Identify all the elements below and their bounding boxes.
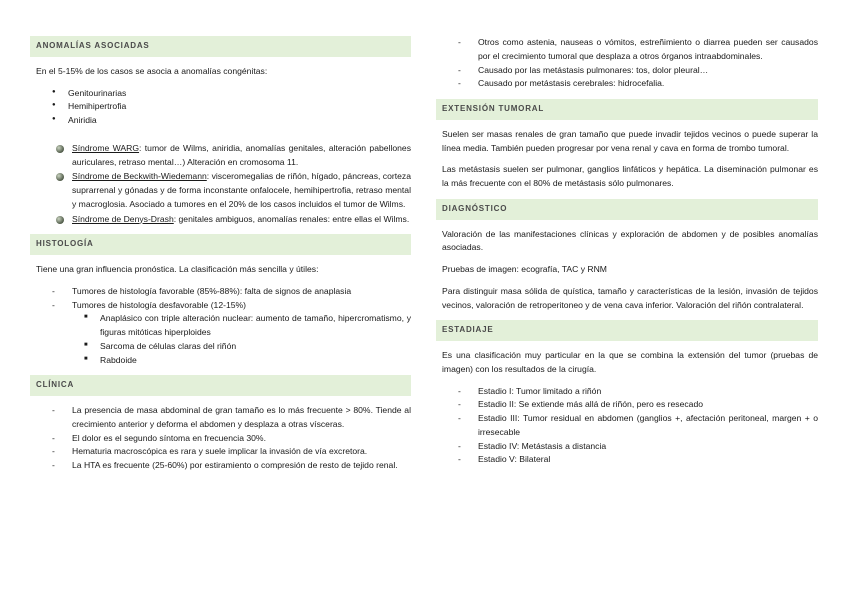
list-item: - Estadio II: Se extiende más allá de riñón, pero es resecado	[436, 398, 818, 412]
syndrome-name: Síndrome de Denys-Drash	[72, 213, 174, 224]
section-heading-diagnostico: DIAGNÓSTICO	[436, 199, 818, 220]
section-heading-histologia: HISTOLOGÍA	[30, 234, 411, 255]
syndrome-text: : genitales ambiguos, anomalías renales: entre ellas el Wilms.	[173, 213, 410, 224]
list-item: - Causado por las metástasis pulmonares: tos, dolor pleural…	[436, 64, 818, 78]
left-column	[30, 36, 411, 481]
list-item: - El dolor es el segundo síntoma en frecuencia 30%.	[30, 432, 411, 446]
histologia-list	[30, 285, 411, 313]
syndrome-name: Síndrome de Beckwith-Wiedemann	[72, 171, 207, 182]
clinica-list	[30, 404, 411, 473]
list-item: - La presencia de masa abdominal de gran tamaño es lo más frecuente > 80%. Tiende al crecimiento anterior y deforma el abdomen y desplaza a otras vísceras.	[30, 404, 411, 432]
list-item: ● Hemihipertrofia	[30, 100, 411, 114]
list-item: - Tumores de histología desfavorable (12-15%)	[30, 299, 411, 313]
list-item: ● Genitourinarias	[30, 87, 411, 101]
list-item: ■ Rabdoide	[30, 354, 411, 368]
diagnostico-paragraph-2: Pruebas de imagen: ecografía, TAC y RNM	[442, 264, 607, 275]
right-column	[436, 36, 818, 475]
section-heading-estadiaje: ESTADIAJE	[436, 320, 818, 341]
syndrome-text: : visceromegalias de riñón, hígado, páncreas, corteza suprarrenal y gónadas y de forma inconstante onfalocele, hemihipertrofia, retraso mental y macroglosia. Asociado a tumores en el 20% de los casos incluidos el tumor de Wilms.	[72, 171, 411, 209]
anomalias-intro: En el 5-15% de los casos se asocia a anomalías congénitas:	[36, 65, 268, 76]
section-heading-anomalias: ANOMALÍAS ASOCIADAS	[30, 36, 411, 57]
list-item: ■ Sarcoma de células claras del riñón	[30, 340, 411, 354]
list-item: - La HTA es frecuente (25-60%) por estiramiento o compresión de resto de tejido renal.	[30, 459, 411, 473]
list-item: - Estadio IV: Metástasis a distancia	[436, 440, 818, 454]
section-heading-extension: EXTENSIÓN TUMORAL	[436, 99, 818, 120]
syndrome-name: Síndrome WARG	[72, 142, 140, 153]
diagnostico-paragraph-1: Valoración de las manifestaciones clínicas y exploración de abdomen y de posibles anomalías asociadas.	[442, 228, 818, 253]
extension-paragraph-1: Suelen ser masas renales de gran tamaño que puede invadir tejidos vecinos o puede superar la línea media. También pueden progresar por vena renal y cava en forma de trombo tumoral.	[442, 128, 818, 153]
list-item: - Hematuria macroscópica es rara y suele implicar la invasión de vía excretora.	[30, 445, 411, 459]
list-item: - Tumores de histología favorable (85%-88%): falta de signos de anaplasia	[30, 285, 411, 299]
list-item: - Estadio V: Bilateral	[436, 453, 818, 467]
list-item: - Estadio III: Tumor residual en abdomen (ganglios +, afectación peritoneal, margen + o irresecable	[436, 412, 818, 440]
list-item: - Estadio I: Tumor limitado a riñón	[436, 385, 818, 399]
list-item: ■ Anaplásico con triple alteración nuclear: aumento de tamaño, hipercromatismo, y figuras mitóticas hiperploides	[30, 312, 411, 340]
anomalias-list	[30, 87, 411, 128]
diagnostico-paragraph-3: Para distinguir masa sólida de quística, tamaño y características de la lesión, invasión de tejidos vecinos, valoración de retroperitoneo y de vena cava inferior. Valoración del riñón contralateral.	[442, 285, 818, 310]
extension-paragraph-2: Las metástasis suelen ser pulmonar, ganglios linfáticos y hepática. La diseminación pulmonar es la más frecuente con el 80% de metástasis sólo pulmonares.	[442, 164, 818, 189]
estadiaje-intro: Es una clasificación muy particular en la que se combina la extensión del tumor (pruebas de imagen) con los resultados de la cirugía.	[442, 350, 818, 374]
syndrome-item	[30, 170, 411, 211]
histologia-intro: Tiene una gran influencia pronóstica. La clasificación más sencilla y útiles:	[36, 264, 319, 275]
list-item: - Otros como astenia, nauseas o vómitos, estreñimiento o diarrea pueden ser causados por el crecimiento tumoral que desplaza a otros órganos intraabdominales.	[436, 36, 818, 64]
histologia-sublist	[30, 312, 411, 367]
list-item: ● Aniridia	[30, 114, 411, 128]
estadiaje-list	[436, 385, 818, 468]
syndrome-item	[30, 213, 411, 227]
clinica-cont-list	[436, 36, 818, 91]
syndrome-item	[30, 142, 411, 170]
syndrome-text: : tumor de Wilms, aniridia, anomalías genitales, alteración pabellones auriculares, retraso mental…) Alteración en cromosoma 11.	[72, 142, 412, 167]
list-item: - Causado por metástasis cerebrales: hidrocefalia.	[436, 77, 818, 91]
section-heading-clinica: CLÍNICA	[30, 375, 411, 396]
syndrome-list	[30, 142, 411, 227]
